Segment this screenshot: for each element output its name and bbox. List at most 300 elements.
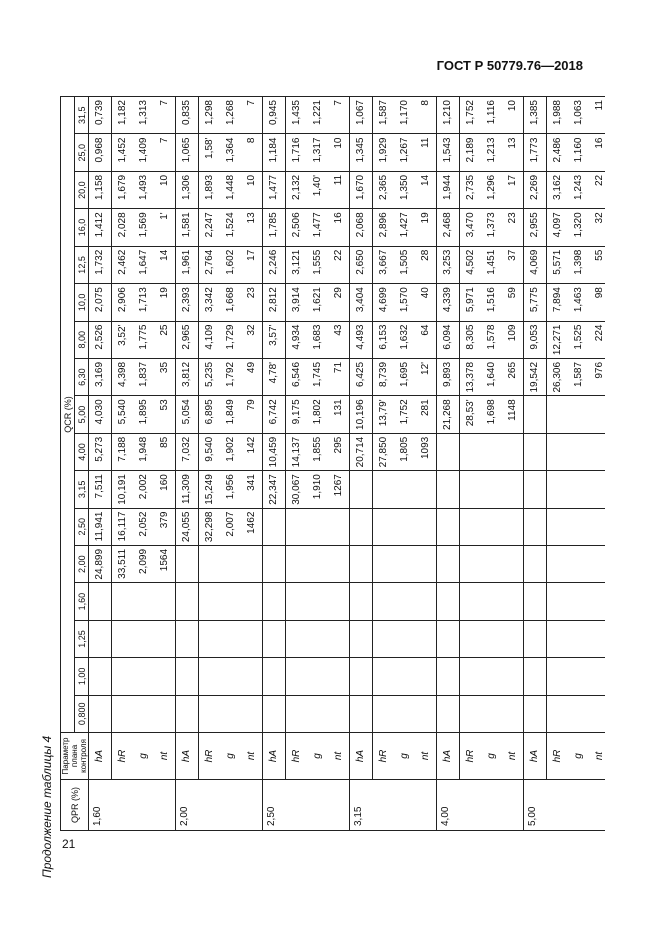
qcr-header-cell: 1,60: [75, 583, 89, 620]
value-cell: 2,189: [459, 134, 481, 171]
value-cell: 21,268: [436, 396, 459, 433]
qcr-header-cell: 31,5: [75, 97, 89, 135]
value-cell: [262, 508, 285, 545]
value-cell: [523, 620, 546, 657]
value-cell: 1,668: [220, 284, 241, 321]
value-cell: 6,153: [372, 321, 394, 358]
value-cell: 10,191: [111, 471, 133, 508]
value-cell: [89, 620, 112, 657]
header-parameter: Параметр плана контроля: [61, 733, 89, 780]
value-cell: 10: [328, 134, 350, 171]
value-cell: 1,679: [111, 171, 133, 208]
value-cell: 1093: [415, 433, 437, 470]
value-cell: 1,956: [220, 471, 241, 508]
value-cell: [436, 695, 459, 732]
table-row: [220, 97, 241, 831]
value-cell: [262, 545, 285, 582]
value-cell: 3,162: [546, 171, 568, 208]
value-cell: 1,785: [262, 209, 285, 246]
value-cell: 10: [241, 171, 263, 208]
value-cell: [285, 583, 307, 620]
value-cell: 6,546: [285, 358, 307, 395]
parameter-cell: g: [307, 733, 328, 780]
value-cell: 12,271: [546, 321, 568, 358]
value-cell: 4,502: [459, 246, 481, 283]
value-cell: 6,895: [198, 396, 220, 433]
value-cell: 1,695: [394, 358, 415, 395]
value-cell: 1,452: [111, 134, 133, 171]
value-cell: 295: [328, 433, 350, 470]
value-cell: 3,667: [372, 246, 394, 283]
value-cell: [394, 695, 415, 732]
value-cell: 32,298: [198, 508, 220, 545]
value-cell: 1564: [154, 545, 176, 582]
value-cell: 16: [589, 134, 605, 171]
qcr-header-cell: 5,00: [75, 396, 89, 433]
value-cell: 11: [415, 134, 437, 171]
value-cell: 98: [589, 284, 605, 321]
value-cell: 32: [589, 209, 605, 246]
value-cell: [349, 583, 372, 620]
value-cell: [307, 658, 328, 695]
value-cell: [198, 545, 220, 582]
value-cell: [175, 620, 198, 657]
value-cell: [523, 695, 546, 732]
value-cell: 16,117: [111, 508, 133, 545]
sampling-plan-table: [60, 96, 605, 831]
value-cell: 5,054: [175, 396, 198, 433]
qcr-header-cell: 1,25: [75, 620, 89, 657]
value-cell: [481, 620, 502, 657]
value-cell: 4,78': [262, 358, 285, 395]
value-cell: [459, 545, 481, 582]
value-cell: 7,511: [89, 471, 112, 508]
value-cell: [481, 433, 502, 470]
value-cell: 1,345: [349, 134, 372, 171]
value-cell: 1,385: [523, 97, 546, 135]
value-cell: 1,581: [175, 209, 198, 246]
table-row: [198, 97, 220, 831]
value-cell: 20,714: [349, 433, 372, 470]
value-cell: 1,448: [220, 171, 241, 208]
value-cell: 2,052: [133, 508, 154, 545]
qcr-header-cell: 3,15: [75, 471, 89, 508]
value-cell: 13,79': [372, 396, 394, 433]
value-cell: 2,132: [285, 171, 307, 208]
value-cell: [502, 471, 524, 508]
value-cell: 15,249: [198, 471, 220, 508]
value-cell: [415, 695, 437, 732]
value-cell: [372, 695, 394, 732]
value-cell: 1,268: [220, 97, 241, 135]
value-cell: 1,427: [394, 209, 415, 246]
table-row: [154, 97, 176, 831]
value-cell: [415, 508, 437, 545]
value-cell: 8: [241, 134, 263, 171]
value-cell: [372, 583, 394, 620]
value-cell: [111, 695, 133, 732]
value-cell: 2,526: [89, 321, 112, 358]
parameter-cell: hR: [198, 733, 220, 780]
parameter-cell: hR: [459, 733, 481, 780]
value-cell: [589, 695, 605, 732]
value-cell: 2,896: [372, 209, 394, 246]
value-cell: [394, 620, 415, 657]
value-cell: 2,906: [111, 284, 133, 321]
value-cell: [481, 583, 502, 620]
value-cell: 2,246: [262, 246, 285, 283]
parameter-cell: hA: [436, 733, 459, 780]
value-cell: 2,393: [175, 284, 198, 321]
value-cell: [285, 508, 307, 545]
value-cell: [154, 658, 176, 695]
qpr-cell: 1,60: [89, 780, 176, 831]
qcr-header-cell: 1,00: [75, 658, 89, 695]
value-cell: [349, 471, 372, 508]
value-cell: 10: [154, 171, 176, 208]
value-cell: 976: [589, 358, 605, 395]
value-cell: [133, 658, 154, 695]
value-cell: 3,342: [198, 284, 220, 321]
value-cell: [220, 695, 241, 732]
qcr-header-cell: 25,0: [75, 134, 89, 171]
value-cell: 6,425: [349, 358, 372, 395]
value-cell: 1,516: [481, 284, 502, 321]
qcr-header-cell: 6,30: [75, 358, 89, 395]
value-cell: [241, 658, 263, 695]
value-cell: [394, 508, 415, 545]
table-row: [546, 97, 568, 831]
qcr-header-cell: 10,0: [75, 284, 89, 321]
value-cell: [394, 471, 415, 508]
value-cell: 224: [589, 321, 605, 358]
value-cell: 7,032: [175, 433, 198, 470]
value-cell: 4,339: [436, 284, 459, 321]
value-cell: [220, 545, 241, 582]
table-row: [89, 97, 112, 831]
value-cell: 64: [415, 321, 437, 358]
value-cell: 281: [415, 396, 437, 433]
page-number: 21: [62, 837, 76, 851]
header-qcr: QCR (%): [61, 97, 75, 733]
qpr-cell: 3,15: [349, 780, 436, 831]
value-cell: 1,505: [394, 246, 415, 283]
value-cell: [262, 658, 285, 695]
value-cell: 1,477: [262, 171, 285, 208]
value-cell: 1,569: [133, 209, 154, 246]
value-cell: 1,775: [133, 321, 154, 358]
value-cell: [459, 695, 481, 732]
value-cell: 1,713: [133, 284, 154, 321]
value-cell: [589, 471, 605, 508]
value-cell: 28,53': [459, 396, 481, 433]
qpr-cell: 2,00: [175, 780, 262, 831]
value-cell: 10,196: [349, 396, 372, 433]
value-cell: [154, 620, 176, 657]
value-cell: [546, 620, 568, 657]
parameter-cell: g: [568, 733, 589, 780]
value-cell: 33,511: [111, 545, 133, 582]
value-cell: 35: [154, 358, 176, 395]
value-cell: [372, 658, 394, 695]
value-cell: 1,670: [349, 171, 372, 208]
table-row: [241, 97, 263, 831]
value-cell: [546, 471, 568, 508]
value-cell: 7,188: [111, 433, 133, 470]
value-cell: [436, 471, 459, 508]
value-cell: 9,175: [285, 396, 307, 433]
value-cell: [372, 471, 394, 508]
value-cell: [349, 658, 372, 695]
value-cell: 1,752: [459, 97, 481, 135]
value-cell: [546, 508, 568, 545]
parameter-cell: g: [133, 733, 154, 780]
value-cell: 2,812: [262, 284, 285, 321]
table-row: [459, 97, 481, 831]
value-cell: [568, 545, 589, 582]
value-cell: 59: [502, 284, 524, 321]
value-cell: [89, 583, 112, 620]
table-row: [133, 97, 154, 831]
value-cell: 1,837: [133, 358, 154, 395]
value-cell: [154, 583, 176, 620]
value-cell: [436, 583, 459, 620]
value-cell: 3,470: [459, 209, 481, 246]
value-cell: 4,699: [372, 284, 394, 321]
value-cell: [198, 620, 220, 657]
value-cell: [481, 695, 502, 732]
value-cell: 13: [241, 209, 263, 246]
value-cell: [568, 396, 589, 433]
value-cell: 9,540: [198, 433, 220, 470]
value-cell: [589, 583, 605, 620]
value-cell: 1,398: [568, 246, 589, 283]
value-cell: [307, 620, 328, 657]
value-cell: 4,069: [523, 246, 546, 283]
value-cell: [307, 508, 328, 545]
table-row: [481, 97, 502, 831]
value-cell: [307, 583, 328, 620]
value-cell: [523, 545, 546, 582]
value-cell: 7: [154, 97, 176, 135]
value-cell: 5,540: [111, 396, 133, 433]
table-row: [372, 97, 394, 831]
value-cell: 22: [589, 171, 605, 208]
value-cell: 6,742: [262, 396, 285, 433]
value-cell: 4,493: [349, 321, 372, 358]
value-cell: 1,698: [481, 396, 502, 433]
value-cell: 13,378: [459, 358, 481, 395]
value-cell: [328, 620, 350, 657]
value-cell: 1,902: [220, 433, 241, 470]
value-cell: [568, 658, 589, 695]
value-cell: 1267: [328, 471, 350, 508]
qcr-header-cell: 0,800: [75, 695, 89, 732]
parameter-cell: hA: [175, 733, 198, 780]
value-cell: 0,739: [89, 97, 112, 135]
value-cell: [568, 583, 589, 620]
value-cell: 1,893: [198, 171, 220, 208]
value-cell: 25: [154, 321, 176, 358]
value-cell: [546, 433, 568, 470]
value-cell: 5,273: [89, 433, 112, 470]
value-cell: 10: [502, 97, 524, 135]
table-row: [285, 97, 307, 831]
value-cell: [589, 508, 605, 545]
value-cell: 1,58': [198, 134, 220, 171]
value-cell: [198, 695, 220, 732]
standard-code: ГОСТ Р 50779.76—2018: [436, 58, 583, 73]
value-cell: [285, 695, 307, 732]
qcr-header-cell: 16,0: [75, 209, 89, 246]
value-cell: 1148: [502, 396, 524, 433]
value-cell: 23: [502, 209, 524, 246]
parameter-cell: g: [481, 733, 502, 780]
value-cell: [415, 620, 437, 657]
table-row: [502, 97, 524, 831]
qcr-header-cell: 2,00: [75, 545, 89, 582]
value-cell: 1,729: [220, 321, 241, 358]
qcr-values-row: [75, 97, 89, 831]
value-cell: [133, 695, 154, 732]
value-cell: 7: [241, 97, 263, 135]
value-cell: [198, 583, 220, 620]
value-cell: 1,961: [175, 246, 198, 283]
value-cell: 1,065: [175, 134, 198, 171]
value-cell: [349, 695, 372, 732]
qcr-header-cell: 4,00: [75, 433, 89, 470]
value-cell: 19: [154, 284, 176, 321]
value-cell: [481, 508, 502, 545]
value-cell: 4,030: [89, 396, 112, 433]
value-cell: 1,792: [220, 358, 241, 395]
value-cell: 1,745: [307, 358, 328, 395]
value-cell: 1,067: [349, 97, 372, 135]
value-cell: 24,899: [89, 545, 112, 582]
value-cell: [285, 545, 307, 582]
qcr-header-cell: 12,5: [75, 246, 89, 283]
value-cell: 5,971: [459, 284, 481, 321]
value-cell: 1,158: [89, 171, 112, 208]
value-cell: 1,182: [111, 97, 133, 135]
table-row: [523, 97, 546, 831]
table-row: [328, 97, 350, 831]
table-row: [111, 97, 133, 831]
value-cell: 14: [415, 171, 437, 208]
value-cell: 24,055: [175, 508, 198, 545]
value-cell: [589, 658, 605, 695]
header-qpr: QPR (%): [61, 780, 89, 831]
value-cell: 11,309: [175, 471, 198, 508]
value-cell: 16: [328, 209, 350, 246]
value-cell: 2,247: [198, 209, 220, 246]
value-cell: [415, 471, 437, 508]
value-cell: 9,893: [436, 358, 459, 395]
value-cell: [285, 620, 307, 657]
value-cell: 1,555: [307, 246, 328, 283]
value-cell: [523, 583, 546, 620]
value-cell: 379: [154, 508, 176, 545]
parameter-cell: nt: [154, 733, 176, 780]
value-cell: 1': [154, 209, 176, 246]
value-cell: [502, 583, 524, 620]
value-cell: 1,243: [568, 171, 589, 208]
value-cell: [241, 620, 263, 657]
value-cell: 1,116: [481, 97, 502, 135]
value-cell: [436, 508, 459, 545]
value-cell: [262, 620, 285, 657]
value-cell: 1,524: [220, 209, 241, 246]
rotated-table-container: [60, 96, 605, 831]
value-cell: [459, 583, 481, 620]
value-cell: 1,640: [481, 358, 502, 395]
value-cell: 3,404: [349, 284, 372, 321]
value-cell: 1,910: [307, 471, 328, 508]
value-cell: 109: [502, 321, 524, 358]
value-cell: [481, 471, 502, 508]
parameter-cell: nt: [415, 733, 437, 780]
value-cell: [459, 658, 481, 695]
value-cell: [220, 583, 241, 620]
value-cell: 53: [154, 396, 176, 433]
value-cell: 85: [154, 433, 176, 470]
value-cell: [546, 695, 568, 732]
value-cell: 341: [241, 471, 263, 508]
value-cell: [111, 583, 133, 620]
qcr-header-cell: 20,0: [75, 171, 89, 208]
value-cell: 1,373: [481, 209, 502, 246]
value-cell: 5,571: [546, 246, 568, 283]
value-cell: [328, 508, 350, 545]
value-cell: [502, 545, 524, 582]
value-cell: 6,094: [436, 321, 459, 358]
value-cell: [394, 545, 415, 582]
value-cell: 3,812: [175, 358, 198, 395]
value-cell: 1,350: [394, 171, 415, 208]
value-cell: 19,542: [523, 358, 546, 395]
value-cell: 2,486: [546, 134, 568, 171]
value-cell: 14: [154, 246, 176, 283]
value-cell: 4,398: [111, 358, 133, 395]
table-row: [568, 97, 589, 831]
value-cell: [568, 508, 589, 545]
value-cell: 37: [502, 246, 524, 283]
value-cell: 2,028: [111, 209, 133, 246]
value-cell: 0,835: [175, 97, 198, 135]
value-cell: 3,169: [89, 358, 112, 395]
value-cell: 3,57': [262, 321, 285, 358]
value-cell: [372, 620, 394, 657]
value-cell: 3,253: [436, 246, 459, 283]
value-cell: [436, 658, 459, 695]
value-cell: 265: [502, 358, 524, 395]
qcr-header-cell: 8,00: [75, 321, 89, 358]
value-cell: [198, 658, 220, 695]
parameter-cell: g: [220, 733, 241, 780]
value-cell: 1,752: [394, 396, 415, 433]
parameter-cell: nt: [502, 733, 524, 780]
value-cell: 2,462: [111, 246, 133, 283]
value-cell: [349, 545, 372, 582]
value-cell: [589, 620, 605, 657]
value-cell: [589, 396, 605, 433]
value-cell: 43: [328, 321, 350, 358]
value-cell: [546, 583, 568, 620]
value-cell: [415, 583, 437, 620]
value-cell: [111, 620, 133, 657]
value-cell: 1,306: [175, 171, 198, 208]
value-cell: [220, 620, 241, 657]
